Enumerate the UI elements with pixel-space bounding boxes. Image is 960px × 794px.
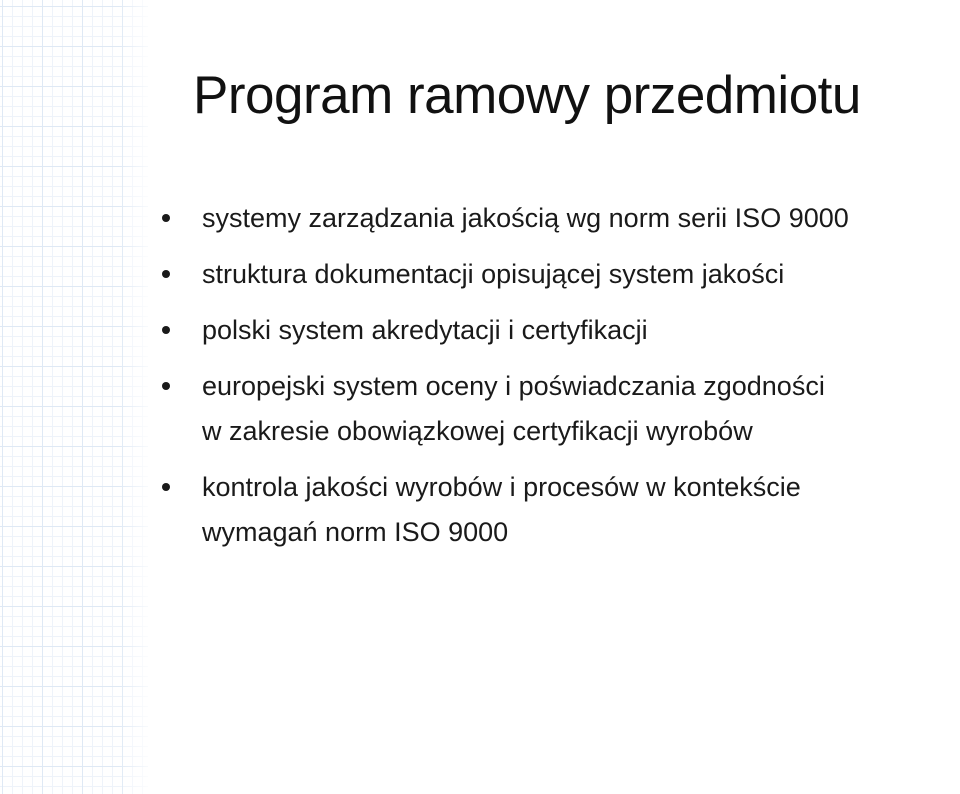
bullet-item bbox=[160, 465, 950, 555]
bullet-text: polski system akredytacji i certyfikacji bbox=[202, 315, 648, 345]
grid-fade-decoration bbox=[118, 0, 158, 794]
bullet-text-continuation: wymagań norm ISO 9000 bbox=[202, 517, 509, 547]
bullet-icon bbox=[162, 326, 170, 334]
bullet-text: struktura dokumentacji opisującej system jakości bbox=[202, 259, 785, 289]
bullet-item bbox=[160, 196, 950, 241]
bullet-text-continuation: w zakresie obowiązkowej certyfikacji wyrobów bbox=[202, 416, 753, 446]
bullet-text: europejski system oceny i poświadczania zgodności bbox=[202, 371, 825, 401]
bullet-icon bbox=[162, 214, 170, 222]
bullet-item bbox=[160, 252, 950, 297]
bullet-icon bbox=[162, 382, 170, 390]
bullet-icon bbox=[162, 270, 170, 278]
bullet-item bbox=[160, 308, 950, 353]
bullet-text: kontrola jakości wyrobów i procesów w kontekście bbox=[202, 472, 801, 502]
slide-title: Program ramowy przedmiotu bbox=[193, 66, 861, 125]
bullet-icon bbox=[162, 483, 170, 491]
bullet-text: systemy zarządzania jakością wg norm serii ISO 9000 bbox=[202, 203, 849, 233]
bullet-list bbox=[160, 196, 950, 566]
bullet-item bbox=[160, 364, 950, 454]
